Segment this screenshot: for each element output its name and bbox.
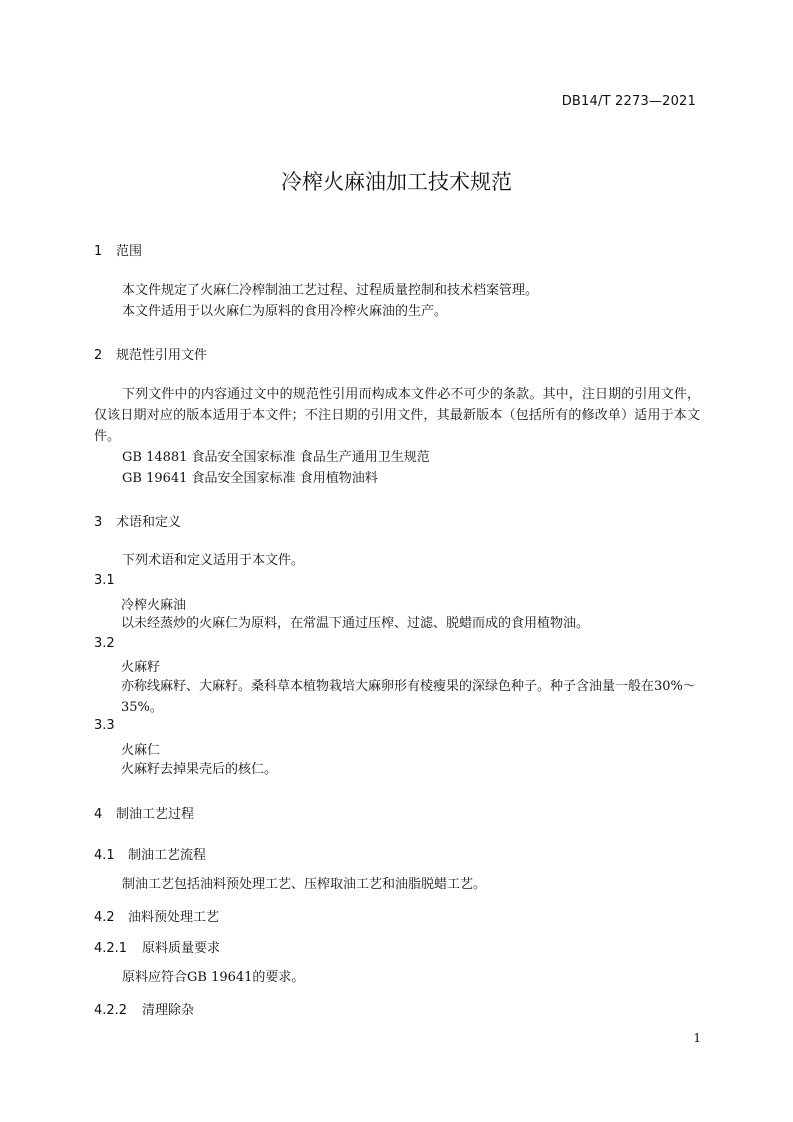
section-title: 规范性引用文件: [116, 348, 208, 363]
section-number: 2: [94, 348, 103, 363]
section-4-2-heading: [94, 906, 219, 925]
section-2-paragraph: 下列文件中的内容通过文中的规范性引用而构成本文件必不可少的条款。其中，注日期的引用文件，仅该日期对应的版本适用于本文件；不注日期的引用文件，其最新版本（包括所有的修改单）适用于本文件。: [94, 387, 700, 444]
section-1-paragraph-2: 本文件适用于以火麻仁为原料的食用冷榨火麻油的生产。: [122, 304, 448, 319]
term-name: 火麻籽: [121, 660, 161, 675]
section-number: 1: [94, 244, 103, 259]
section-1-heading: [94, 240, 142, 259]
section-4-2-1-paragraph: 原料应符合GB 19641的要求。: [122, 970, 305, 985]
term-definition: 火麻籽去掉果壳后的核仁。: [121, 762, 278, 777]
section-number: 4.2: [94, 910, 115, 925]
section-number: 4: [94, 807, 103, 822]
section-4-1-heading: [94, 844, 206, 863]
document-number: DB14/T 2273—2021: [561, 94, 696, 109]
section-4-2-2-heading: [94, 999, 194, 1018]
section-2-heading: [94, 344, 207, 363]
term-number: 3.3: [94, 718, 115, 733]
term-name: 冷榨火麻油: [121, 598, 187, 613]
section-title: 原料质量要求: [142, 941, 221, 956]
section-3-heading: [94, 511, 181, 530]
section-number: 4.2.2: [94, 1003, 128, 1018]
term-number: 3.1: [94, 573, 115, 588]
section-number: 3: [94, 515, 103, 530]
term-definition: 以未经蒸炒的火麻仁为原料，在常温下通过压榨、过滤、脱蜡而成的食用植物油。: [121, 616, 590, 631]
section-title: 制油工艺流程: [128, 848, 207, 863]
term-number: 3.2: [94, 636, 115, 651]
reference-item: GB 14881 食品安全国家标准 食品生产通用卫生规范: [122, 450, 430, 465]
section-1-paragraph-1: 本文件规定了火麻仁冷榨制油工艺过程、过程质量控制和技术档案管理。: [122, 283, 539, 298]
section-number: 4.1: [94, 848, 115, 863]
section-4-2-1-heading: [94, 937, 220, 956]
term-name: 火麻仁: [121, 743, 161, 758]
section-4-heading: [94, 803, 194, 822]
term-definition: 亦称线麻籽、大麻籽。桑科草本植物栽培大麻卵形有棱瘦果的深绿色种子。种子含油量一般在30%～35%。: [121, 679, 696, 715]
section-title: 油料预处理工艺: [128, 910, 220, 925]
reference-item: GB 19641 食品安全国家标准 食用植物油料: [122, 471, 378, 486]
document-title: 冷榨火麻油加工技术规范: [281, 170, 512, 194]
section-title: 制油工艺过程: [116, 807, 195, 822]
page-number: 1: [693, 1031, 701, 1045]
section-title: 清理除杂: [142, 1003, 195, 1018]
section-number: 4.2.1: [94, 941, 128, 956]
section-3-intro: 下列术语和定义适用于本文件。: [122, 553, 305, 568]
section-4-1-paragraph: 制油工艺包括油料预处理工艺、压榨取油工艺和油脂脱蜡工艺。: [122, 877, 487, 892]
section-title: 术语和定义: [116, 515, 182, 530]
section-title: 范围: [116, 244, 143, 259]
